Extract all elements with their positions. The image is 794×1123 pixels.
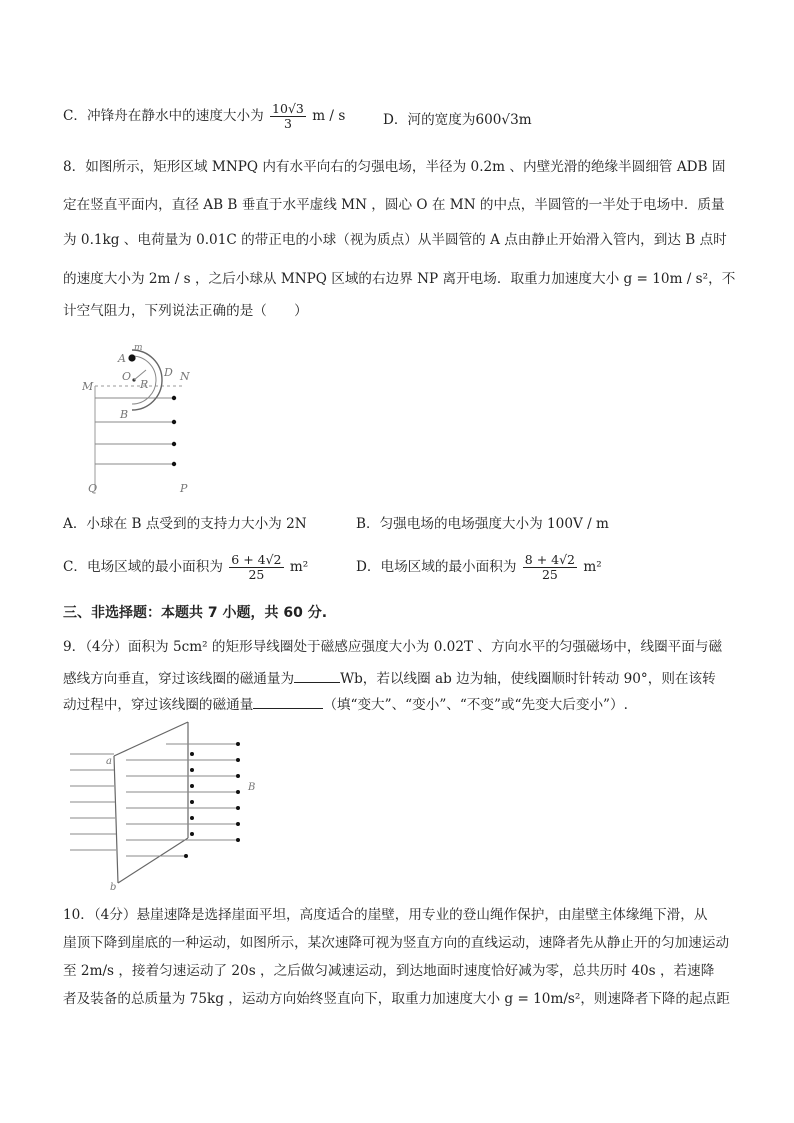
q9-answer-blank-2[interactable] <box>253 694 323 709</box>
q7-option-c-fraction <box>270 102 306 131</box>
q7-option-c-unit: m / s <box>312 108 346 124</box>
section-heading: 三、非选择题：本题共 7 小题，共 60 分. <box>63 605 328 621</box>
label-d: D <box>164 366 173 379</box>
q9-line-1: 9．（4分）面积为 5cm² 的矩形导线圈处于磁感应强度大小为 0.02T 、方向水平的匀强磁场中，线圈平面与磁 <box>63 639 723 655</box>
fraction-denominator: 25 <box>248 567 265 582</box>
q8-figure <box>82 340 222 500</box>
coil-edge-bottom <box>118 838 188 883</box>
fraction-numerator: 10√3 <box>272 101 304 116</box>
q8-line-2: 定在竖直平面内，直径 AB B 垂直于水平虚线 MN ，圆心 O 在 MN 的中点，半圆管的一半处于电场中．质量 <box>63 197 725 213</box>
q8-option-b: B．匀强电场的电场强度大小为 100V / m <box>356 516 609 532</box>
label-p: P <box>180 482 188 495</box>
q9-figure <box>66 718 266 893</box>
q10-line-3: 至 2m/s ，接着匀速运动了 20s ，之后做匀减速运动，到达地面时速度恰好减为零，总共历时 40s ，若速降 <box>63 963 715 979</box>
coil-edge-top <box>114 722 188 756</box>
q8-line-3: 为 0.1kg 、电荷量为 0.01C 的带正电的小球（视为质点）从半圆管的 A 点由静止开始滑入管内，到达 B 点时 <box>63 232 727 248</box>
q8-option-d-fraction <box>523 553 577 582</box>
label-m: m <box>134 343 143 353</box>
q10-line-2: 崖顶下降到崖底的一种运动，如图所示，某次速降可视为竖直方向的直线运动，速降者先从静止开的匀加速运动 <box>63 935 730 951</box>
q8-option-d-unit: m² <box>583 559 602 575</box>
field-line-arrow-dot <box>172 420 176 424</box>
q8-option-d <box>356 553 602 582</box>
fraction-numerator: 6 + 4√2 <box>231 552 282 567</box>
q9-line-3-rest: （填“变大”、“变小”、“不变”或“先变大后变小”）. <box>323 697 628 713</box>
q8-option-c-prefix: C．电场区域的最小面积为 <box>63 559 223 575</box>
q8-line-1: 8．如图所示，矩形区域 MNPQ 内有水平向右的匀强电场，半径为 0.2m 、内壁光滑的绝缘半圆细管 ADB 固 <box>63 159 726 175</box>
q7-option-d-text: D．河的宽度为600√3m <box>383 112 532 128</box>
label-r: R <box>140 378 149 391</box>
q9-line-2 <box>63 668 716 689</box>
q9-answer-blank-1[interactable] <box>294 668 340 683</box>
label-field-b: B <box>248 782 256 793</box>
q8-line-4: 的速度大小为 2m / s ，之后小球从 MNPQ 区域的右边界 NP 离开电场．取重力加速度大小 g = 10m / s²，不 <box>63 271 736 287</box>
q7-option-c-prefix: C．冲锋舟在静水中的速度大小为 <box>63 108 264 124</box>
label-b: B <box>120 408 129 421</box>
q8-line-5: 计空气阻力，下列说法正确的是（ ） <box>63 303 308 319</box>
q7-option-d <box>383 110 532 130</box>
q8-option-a: A．小球在 B 点受到的支持力大小为 2N <box>63 516 307 532</box>
q8-option-d-prefix: D．电场区域的最小面积为 <box>356 559 517 575</box>
q10-line-4: 者及装备的总质量为 75kg ，运动方向始终竖直向下，取重力加速度大小 g = 10m/s²，则速降者下降的起点距 <box>63 991 730 1007</box>
label-m-edge: M <box>82 380 94 393</box>
label-q: Q <box>88 482 98 495</box>
label-b-corner: b <box>110 882 117 893</box>
q9-line-2-text: 感线方向垂直，穿过该线圈的磁通量为 <box>63 671 295 687</box>
field-line-arrow-dot <box>172 442 176 446</box>
label-o: O <box>122 370 132 383</box>
q8-option-c-unit: m² <box>289 559 309 575</box>
q8-option-c-fraction <box>229 553 283 582</box>
fraction-numerator: 8 + 4√2 <box>524 552 576 567</box>
label-n: N <box>180 370 190 383</box>
coil-edge-ab <box>114 756 118 883</box>
q10-line-1: 10．（4分）悬崖速降是选择崖面平坦，高度适合的崖壁，用专业的登山绳作保护，由崖壁主体缘绳下滑，从 <box>63 907 708 923</box>
label-a: A <box>118 352 126 365</box>
ball-m <box>128 354 135 361</box>
field-line-arrow-dot <box>172 396 176 400</box>
field-line-arrow-dot <box>172 462 176 466</box>
fraction-denominator: 3 <box>283 116 292 131</box>
q9-line-2-rest: Wb，若以线圈 ab 边为轴，使线圈顺时针转动 90°，则在该转 <box>340 671 716 687</box>
q9-line-3 <box>63 694 628 715</box>
q9-line-3-text: 动过程中，穿过该线圈的磁通量 <box>63 697 254 713</box>
fraction-denominator: 25 <box>541 567 558 582</box>
label-a: a <box>106 756 112 767</box>
q8-option-c <box>63 553 308 582</box>
q7-option-c <box>63 102 345 131</box>
